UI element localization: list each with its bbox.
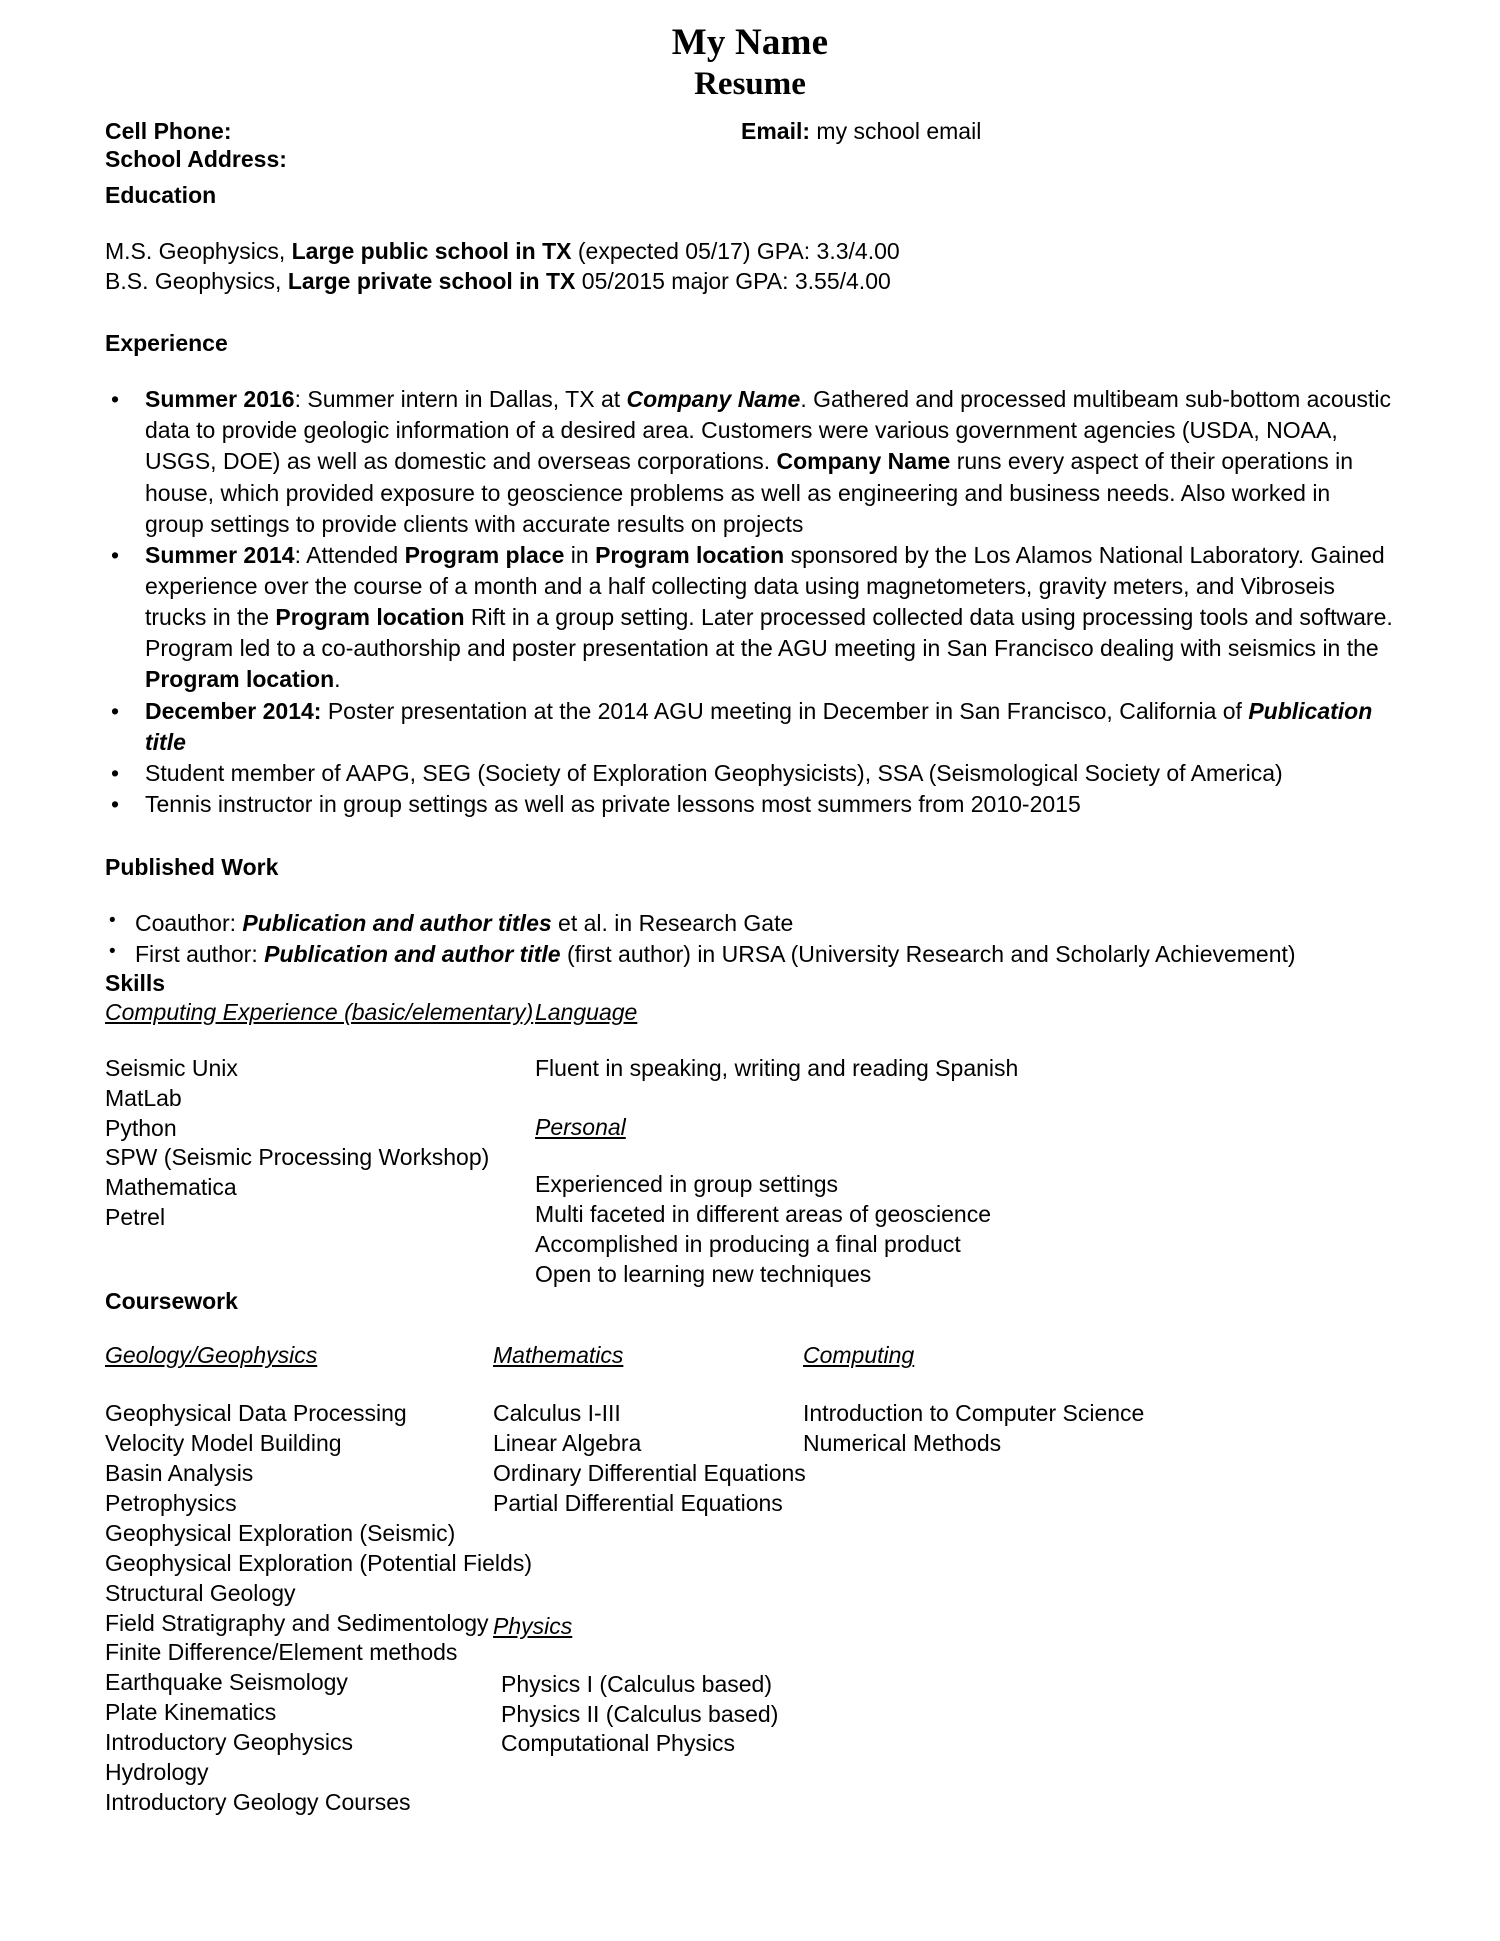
- bullet-lead: Summer 2016: [145, 386, 295, 413]
- bullet-text: .: [334, 666, 341, 693]
- list-item: Physics II (Calculus based): [501, 1700, 779, 1727]
- skills-language-personal-list: [535, 1054, 1018, 1290]
- list-item: Field Stratigraphy and Sedimentology: [105, 1609, 489, 1636]
- coursework-column-heading-physics: Physics: [493, 1612, 573, 1639]
- list-item: Numerical Methods: [803, 1430, 1002, 1457]
- list-item: [105, 384, 1395, 540]
- document-type-title: Resume: [694, 65, 806, 102]
- education-detail: 05/2015 major GPA: 3.55/4.00: [575, 268, 891, 295]
- list-item: Earthquake Seismology: [105, 1669, 348, 1696]
- list-item: [105, 789, 1395, 820]
- list-item: Mathematica: [105, 1174, 237, 1201]
- list-item: MatLab: [105, 1084, 182, 1111]
- skills-grid: [105, 998, 1395, 1288]
- bullet-text: Student member of AAPG, SEG (Society of Exploration Geophysicists), SSA (Seismological Society of America): [145, 759, 1283, 786]
- list-item: Introduction to Computer Science: [803, 1400, 1145, 1427]
- list-item: Introductory Geophysics: [105, 1729, 354, 1756]
- bullet-text: : Attended: [294, 541, 405, 568]
- coursework-computing-list: [803, 1399, 1144, 1459]
- list-item: [105, 758, 1395, 789]
- bullet-emphasis: Company Name: [626, 386, 801, 413]
- coursework-column-headings: [105, 1341, 1395, 1373]
- bullet-text: Rift in a group setting. Later processed collected data using processing tools and software. Program led to a co-authorship and poster presentation at the AGU meeting in San Francisco dealing with seismics in the: [145, 604, 1393, 662]
- page-title: My Name: [671, 22, 829, 63]
- publication-title: Publication and author title: [264, 941, 561, 968]
- section-heading-education: Education: [105, 182, 217, 209]
- bullet-text: . Gathered and processed multibeam sub-bottom acoustic data to provide geologic information of a desired area. Customers were various government agencies (USDA, NOAA, USGS, DOE) as well as domestic and overseas corporations.: [145, 386, 1391, 475]
- bullet-emphasis: Program location: [275, 604, 465, 631]
- list-item: [105, 540, 1395, 696]
- coursework-mathematics-list: [493, 1399, 806, 1759]
- skills-column-heading-computing: Computing Experience (basic/elementary): [105, 998, 534, 1025]
- bullet-lead: December 2014:: [145, 697, 322, 724]
- education-degree: M.S. Geophysics,: [105, 237, 292, 264]
- list-item: Fluent in speaking, writing and reading Spanish: [535, 1054, 1019, 1081]
- list-item: Introductory Geology Courses: [105, 1788, 411, 1815]
- contact-email: [741, 117, 981, 145]
- list-item: [105, 939, 1395, 970]
- bullet-emphasis: Publication title: [145, 697, 1373, 755]
- bullet-emphasis: Program place: [404, 541, 565, 568]
- cell-phone-label: Cell Phone:: [105, 118, 232, 145]
- skills-column-heading-personal: Personal: [535, 1113, 626, 1140]
- list-item: Geophysical Exploration (Seismic): [105, 1519, 456, 1546]
- education-entry: [105, 266, 1395, 296]
- list-item: [105, 908, 1395, 939]
- list-item: SPW (Seismic Processing Workshop): [105, 1144, 490, 1171]
- education-detail: (expected 05/17) GPA: 3.3/4.00: [571, 237, 900, 264]
- list-item: Physics I (Calculus based): [501, 1670, 772, 1697]
- list-item: Seismic Unix: [105, 1054, 238, 1081]
- list-item: Partial Differential Equations: [493, 1490, 783, 1517]
- bullet-text: sponsored by the Los Alamos National Laboratory. Gained experience over the course of a month and a half collecting data using magnetometers, gravity meters, and Vibroseis trucks in the: [145, 541, 1385, 631]
- section-heading-coursework: Coursework: [105, 1287, 238, 1314]
- publication-suffix: (first author) in URSA (University Research and Scholarly Achievement): [560, 941, 1296, 968]
- education-school: Large public school in TX: [291, 237, 572, 264]
- school-address-label: School Address:: [105, 146, 287, 173]
- contact-left-block: [105, 117, 287, 173]
- email-label: Email:: [741, 118, 811, 145]
- list-item: Accomplished in producing a final product: [535, 1231, 961, 1258]
- bullet-text: in: [564, 541, 596, 568]
- list-item: [105, 696, 1395, 758]
- publication-title: Publication and author titles: [242, 909, 552, 936]
- bullet-lead: Summer 2014: [145, 541, 295, 568]
- list-item: Hydrology: [105, 1759, 209, 1786]
- list-item: Petrophysics: [105, 1490, 237, 1517]
- list-item: Geophysical Data Processing: [105, 1400, 407, 1427]
- section-heading-skills: Skills: [105, 970, 166, 997]
- bullet-text: Tennis instructor in group settings as well as private lessons most summers from 2010-2015: [145, 791, 1081, 818]
- coursework-column-heading-computing: Computing: [803, 1342, 915, 1369]
- list-item: Experienced in group settings: [535, 1171, 839, 1198]
- published-work-list: [105, 908, 1395, 970]
- list-item: Open to learning new techniques: [535, 1261, 872, 1288]
- bullet-text: runs every aspect of their operations in house, which provided exposure to geoscience problems as well as engineering and business needs. Also worked in group settings to provide clients with accurate results on projects: [145, 448, 1354, 537]
- education-entry: [105, 236, 1395, 266]
- coursework-column-heading-geology: Geology/Geophysics: [105, 1342, 318, 1369]
- publication-suffix: et al. in Research Gate: [551, 909, 794, 936]
- list-item: Finite Difference/Element methods: [105, 1639, 458, 1666]
- publication-prefix: First author:: [135, 941, 265, 968]
- list-item: Petrel: [105, 1204, 166, 1231]
- publication-prefix: Coauthor:: [135, 909, 243, 936]
- email-value: my school email: [816, 118, 982, 145]
- list-item: Geophysical Exploration (Potential Fields): [105, 1549, 532, 1576]
- skills-column-heading-language: Language: [535, 998, 638, 1025]
- bullet-emphasis: Program location: [145, 666, 335, 693]
- coursework-geology-list: [105, 1399, 532, 1817]
- list-item: Calculus I-III: [493, 1400, 621, 1427]
- coursework-grid: [105, 1399, 1395, 1815]
- skills-computing-list: [105, 1054, 489, 1233]
- bullet-text: : Summer intern in Dallas, TX at: [294, 386, 627, 413]
- experience-bullet-list: [105, 384, 1395, 820]
- coursework-column-heading-mathematics: Mathematics: [493, 1342, 624, 1369]
- education-school: Large private school in TX: [287, 268, 576, 295]
- list-item: Basin Analysis: [105, 1460, 254, 1487]
- bullet-text: Poster presentation at the 2014 AGU meeting in December in San Francisco, California of: [321, 697, 1249, 724]
- bullet-emphasis: Program location: [595, 541, 785, 568]
- list-item: Python: [105, 1114, 177, 1141]
- bullet-emphasis: Company Name: [776, 448, 951, 475]
- list-item: Velocity Model Building: [105, 1430, 342, 1457]
- list-item: Ordinary Differential Equations: [493, 1460, 806, 1487]
- list-item: Computational Physics: [501, 1730, 735, 1757]
- section-heading-published-work: Published Work: [105, 854, 279, 881]
- list-item: Plate Kinematics: [105, 1699, 277, 1726]
- list-item: Linear Algebra: [493, 1430, 642, 1457]
- education-degree: B.S. Geophysics,: [105, 268, 288, 295]
- contact-info: [105, 117, 1395, 173]
- list-item: Structural Geology: [105, 1579, 296, 1606]
- section-heading-experience: Experience: [105, 330, 228, 357]
- list-item: Multi faceted in different areas of geoscience: [535, 1201, 992, 1228]
